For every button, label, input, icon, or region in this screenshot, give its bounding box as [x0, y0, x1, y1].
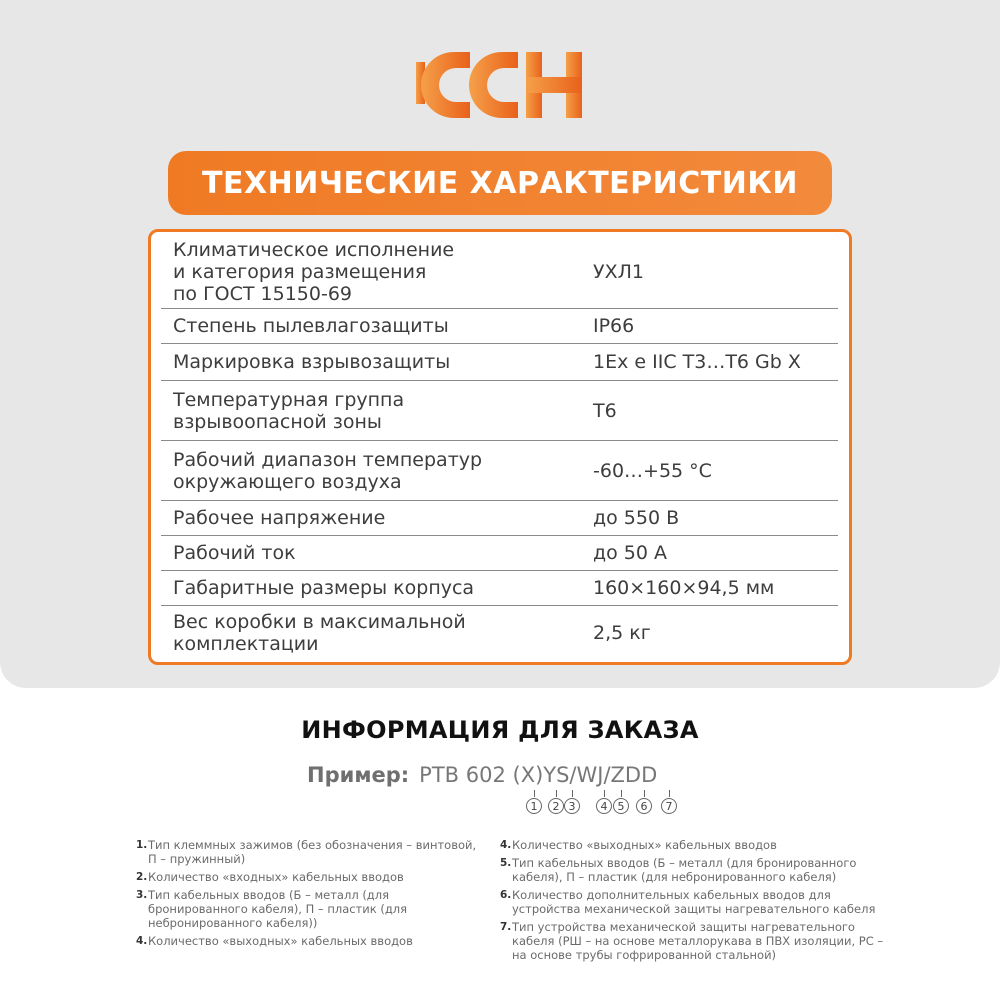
marker-tick — [534, 790, 535, 797]
marker-3: 3 — [564, 798, 580, 814]
order-example — [307, 763, 657, 787]
spec-value: до 550 В — [593, 507, 680, 529]
spec-label: Габаритные размеры корпуса — [173, 577, 475, 599]
spec-value: УХЛ1 — [593, 261, 644, 283]
list-item — [500, 838, 890, 852]
list-item — [500, 920, 890, 962]
list-item — [136, 838, 486, 866]
note-text: Количество «входных» кабельных вводов — [148, 870, 404, 884]
spec-row — [161, 441, 838, 501]
spec-label: Рабочее напряжение — [173, 507, 386, 529]
spec-table — [148, 229, 852, 665]
banner-title: ТЕХНИЧЕСКИЕ ХАРАКТЕРИСТИКИ — [202, 165, 798, 201]
example-code: РТВ 602 (X)YS/WJ/ZDD — [419, 763, 658, 787]
spec-row — [161, 606, 838, 660]
note-number: 3. — [136, 889, 148, 901]
note-text: Тип клеммных зажимов (без обозначения – винтовой, П – пружинный) — [148, 838, 477, 866]
spec-value: 160×160×94,5 мм — [593, 577, 775, 599]
note-number: 4. — [500, 839, 512, 851]
spec-label: Маркировка взрывозащиты — [173, 351, 451, 373]
spec-value: 1Ex e IIC T3…T6 Gb X — [593, 351, 801, 373]
example-label: Пример: — [307, 763, 410, 787]
tech-specs-banner — [168, 151, 832, 215]
marker-tick — [604, 790, 605, 797]
spec-value: IP66 — [593, 315, 635, 337]
spec-row — [161, 381, 838, 441]
spec-value: до 50 А — [593, 542, 668, 564]
note-number: 1. — [136, 839, 148, 851]
note-number: 4. — [136, 935, 148, 947]
marker-tick — [644, 790, 645, 797]
note-text: Тип устройства механической защиты нагревательного кабеля (РШ – на основе металлорукава в ПВХ изоляции, РС – на основе трубы гофрированной стальной) — [512, 920, 884, 962]
order-info-title: ИНФОРМАЦИЯ ДЛЯ ЗАКАЗА — [301, 716, 699, 744]
spec-label: Рабочий диапазон температур окружающего воздуха — [173, 448, 483, 493]
spec-row — [161, 536, 838, 571]
list-item — [136, 888, 486, 930]
note-number: 6. — [500, 889, 512, 901]
note-text: Количество дополнительных кабельных вводов для устройства механической защиты нагревательного кабеля — [512, 888, 876, 916]
spec-label: Температурная группа взрывоопасной зоны — [173, 388, 405, 433]
spec-row — [161, 309, 838, 344]
marker-2: 2 — [548, 798, 564, 814]
note-text: Тип кабельных вводов (Б – металл (для бронированного кабеля), П – пластик (для небронированного кабеля) — [512, 856, 857, 884]
notes-right — [500, 838, 890, 966]
marker-tick — [572, 790, 573, 797]
marker-5: 5 — [613, 798, 629, 814]
cci-logo — [414, 44, 584, 126]
spec-row — [161, 571, 838, 606]
marker-7: 7 — [661, 798, 677, 814]
note-text: Тип кабельных вводов (Б – металл (для бронированного кабеля), П – пластик (для небронированного кабеля)) — [148, 888, 408, 930]
note-text: Количество «выходных» кабельных вводов — [512, 838, 777, 852]
spec-label: Климатическое исполнение и категория размещения по ГОСТ 15150-69 — [173, 239, 455, 305]
note-number: 5. — [500, 857, 512, 869]
note-number: 7. — [500, 921, 512, 933]
spec-row — [161, 501, 838, 536]
note-text: Количество «выходных» кабельных вводов — [148, 934, 413, 948]
marker-tick — [669, 790, 670, 797]
notes-left — [136, 838, 486, 952]
note-number: 2. — [136, 871, 148, 883]
marker-tick — [621, 790, 622, 797]
spec-row — [161, 344, 838, 381]
list-item — [500, 888, 890, 916]
list-item — [136, 870, 486, 884]
spec-label: Вес коробки в максимальной комплектации — [173, 611, 466, 655]
spec-row — [161, 236, 838, 309]
marker-6: 6 — [636, 798, 652, 814]
marker-4: 4 — [596, 798, 612, 814]
marker-tick — [556, 790, 557, 797]
spec-value: 2,5 кг — [593, 622, 651, 644]
list-item — [136, 934, 486, 948]
marker-1: 1 — [526, 798, 542, 814]
spec-label: Степень пылевлагозащиты — [173, 315, 449, 337]
spec-label: Рабочий ток — [173, 542, 296, 564]
list-item — [500, 856, 890, 884]
spec-value: Т6 — [593, 399, 617, 422]
spec-value: -60…+55 °С — [593, 459, 712, 482]
